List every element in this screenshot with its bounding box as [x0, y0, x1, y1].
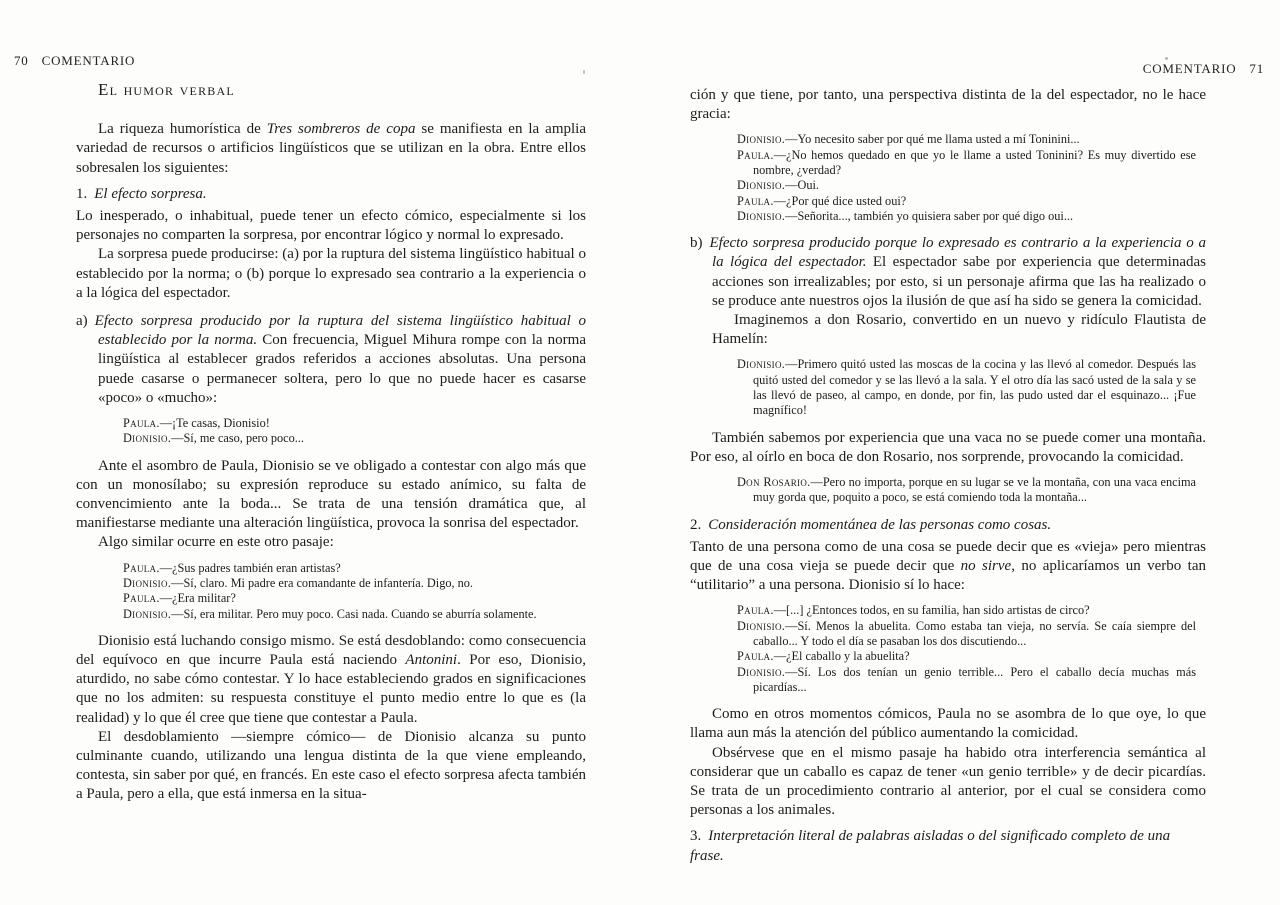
scan-speck [1165, 57, 1168, 60]
speaker-name: Dionisio. [737, 132, 786, 147]
item-lead-italic: Efecto sorpresa producido porque lo expresado es contrario a la experiencia o a la lógica del espectador. [709, 235, 1206, 271]
paragraph: Imaginemos a don Rosario, convertido en un nuevo y ridículo Flautista de Hamelín: [712, 312, 1206, 348]
dialogue-excerpt [737, 132, 1196, 224]
paragraph [76, 312, 586, 408]
dialogue-excerpt [123, 561, 576, 622]
speaker-name: Dionisio. [123, 575, 172, 590]
speaker-name: Paula. [737, 603, 774, 618]
section-heading: El humor verbal [98, 80, 235, 99]
speaker-name: Paula. [123, 416, 160, 431]
dialogue-text: —Sí. Los dos tenían un genio terrible... Pero el caballo decía muchas más picardías... [753, 664, 1196, 694]
dialogue-text: —Yo necesito saber por qué me llama usted a mí Toninini... [785, 132, 1080, 147]
speaker-name: Paula. [737, 193, 774, 208]
dialogue-excerpt [737, 603, 1196, 695]
text-run: Tanto de una persona como de una cosa se puede decir que es «vieja» pero mientras que de una cosa vieja se puede decir que [690, 538, 1206, 574]
item-label: a) [76, 313, 88, 330]
dialogue-text: —¿No hemos quedado en que yo le llame a usted Toninini? Es muy divertido ese nombre, ¿verdad? [753, 147, 1196, 177]
scan-speck [583, 70, 585, 74]
running-title: COMENTARIO [41, 53, 136, 68]
text-column-right [690, 86, 1206, 869]
text-run: Dionisio está luchando consigo mismo. Se está desdoblando: como consecuencia del equívoco en que incurre Paula está naciendo [76, 632, 586, 669]
paragraph: Obsérvese que en el mismo pasaje ha habido otra interferencia semántica al considerar que un caballo es capaz de tener «un genio terrible» y de decir picardías. Se trata de un procedimiento contrario al anterior, por el cual se considera como personas a los animales. [690, 744, 1206, 819]
dialogue-line [737, 209, 1196, 224]
dialogue-line [123, 561, 576, 576]
speaker-name: Dionisio. [737, 178, 786, 193]
subsection-heading [690, 516, 1206, 535]
dialogue-text: —Primero quitó usted las moscas de la cocina y las llevó al comedor. Después las quitó usted del comedor y se las llevó a la sala. Y el otro día las sacó usted de la sala y se las llevó de paseo, al campo, en donde, por fin, las pudo usted dar el esquinazo... ¡Fue magnífico! [753, 357, 1196, 418]
subsection-heading [690, 827, 1206, 865]
running-title: COMENTARIO [1142, 61, 1237, 76]
dialogue-text: —Sí, claro. Mi padre era comandante de infantería. Digo, no. [171, 575, 474, 590]
speaker-name: Don Rosario. [737, 475, 811, 489]
dialogue-line [737, 603, 1196, 618]
speaker-name: Dionisio. [737, 357, 786, 372]
paragraph: Lo inesperado, o inhabitual, puede tener un efecto cómico, especialmente si los personajes no comparten la sorpresa, por encontrar lógico y normal lo expresado. [76, 208, 586, 244]
dialogue-text: —¿El caballo y la abuelita? [773, 649, 910, 664]
dialogue-line [737, 649, 1196, 664]
paragraph: También sabemos por experiencia que una vaca no se puede comer una montaña. Por eso, al oírlo en boca de don Rosario, nos sorprende, provocando la comicidad. [690, 429, 1206, 465]
running-head-left [14, 53, 135, 69]
dialogue-line [123, 591, 576, 606]
word-italic: no sirve [960, 558, 1012, 574]
paragraph: La sorpresa puede producirse: (a) por la ruptura del sistema lingüístico habitual o establecido por la norma; o (b) porque lo expresado sea contrario a la experiencia o a la lógica del espectador. [76, 246, 586, 301]
dialogue-text: —¡Te casas, Dionisio! [159, 416, 270, 431]
paragraph: Como en otros momentos cómicos, Paula no se asombra de lo que oye, lo que llama aun más la atención del público aumentando la comicidad. [690, 706, 1206, 742]
dialogue-line [123, 576, 576, 591]
dialogue-text: —Sí, me caso, pero poco... [171, 431, 305, 446]
text-run: se manifiesta en la amplia variedad de recursos o artificios lingüísticos que se utilizan en la obra. Entre ellos sobresalen los siguientes: [76, 121, 586, 176]
subsection-heading [76, 185, 586, 204]
subsection-number: 2. [690, 516, 702, 533]
text-run: . Por eso, Dionisio, aturdido, no sabe cómo contestar. Y lo hace estableciendo grados en significaciones que no los admiten: su respuesta constituye el punto medio entre lo que es (la realidad) y lo que él cree que tiene que contestar a Paula. [76, 652, 586, 726]
dialogue-line [737, 665, 1196, 696]
subsection-title: Consideración momentánea de las personas como cosas. [708, 516, 1052, 533]
dialogue-text: —Sí, era militar. Pero muy poco. Casi nada. Cuando se aburría solamente. [171, 606, 537, 621]
text-run: El espectador sabe por experiencia que determinadas acciones son irrealizables; por esto, si un personaje afirma que las ha realizado o se produce ante nuestros ojos la ilusión de que así ha sido se genera la comicidad. [712, 254, 1206, 309]
list-item-b [690, 234, 1206, 349]
paragraph [690, 234, 1206, 311]
speaker-name: Paula. [737, 649, 774, 664]
list-item-a [76, 312, 586, 408]
text-run: , no aplicaríamos un verbo tan “utilitario” a una persona. Dionisio sí lo hace: [690, 558, 1206, 594]
dialogue-line [123, 431, 576, 446]
paragraph: Ante el asombro de Paula, Dionisio se ve obligado a contestar con algo más que con un monosílabo; su expresión reproduce su estado anímico, su falta de convencimiento ante la boda... Se trata de una tensión dramática que, al manifiestarse mediante una alteración lingüística, provoca la sonrisa del espectador. [76, 457, 586, 532]
text-column-left [76, 80, 586, 805]
item-label: b) [690, 235, 703, 252]
dialogue-text: —¿Era militar? [159, 591, 236, 606]
dialogue-line [737, 132, 1196, 147]
subsection-number: 1. [76, 185, 88, 202]
dialogue-excerpt [737, 357, 1196, 418]
page-number: 70 [14, 53, 29, 68]
dialogue-line [737, 194, 1196, 209]
dialogue-line [737, 475, 1196, 506]
running-head-right [1143, 61, 1264, 77]
item-lead-italic: Efecto sorpresa producido por la ruptura del sistema lingüístico habitual o establecido por la norma. [94, 313, 586, 349]
dialogue-text: —Sí. Menos la abuelita. Como estaba tan vieja, no servía. Se caía siempre del caballo... Y todo el día se pasaban los dos discutiendo... [753, 618, 1196, 648]
speaker-name: Paula. [737, 147, 774, 162]
speaker-name: Dionisio. [123, 606, 172, 621]
dialogue-text: —Oui. [785, 178, 819, 193]
dialogue-text: —¿Sus padres también eran artistas? [159, 560, 341, 575]
dialogue-line [123, 416, 576, 431]
dialogue-text: —¿Por qué dice usted oui? [773, 193, 907, 208]
speaker-name: Paula. [123, 591, 160, 606]
dialogue-text: —Señorita..., también yo quisiera saber por qué digo oui... [785, 208, 1074, 223]
dialogue-line [737, 178, 1196, 193]
paragraph: El desdoblamiento —siempre cómico— de Dionisio alcanza su punto culminante cuando, utilizando una lengua distinta de la que viene empleando, contesta, sin saber por qué, en francés. En este caso el efecto sorpresa afecta también a Paula, pero a ella, que está inmersa en la situa- [76, 728, 586, 803]
paragraph [76, 120, 586, 178]
speaker-name: Dionisio. [737, 208, 786, 223]
subsection-title: Interpretación literal de palabras aisladas o del significado completo de una frase. [690, 828, 1171, 864]
paragraph: ción y que tiene, por tanto, una perspectiva distinta de la del espectador, no le hace gracia: [690, 87, 1206, 123]
text-run: La riqueza humorística de [98, 121, 267, 138]
speaker-name: Dionisio. [737, 618, 786, 633]
text-run: Con frecuencia, Miguel Mihura rompe con la norma lingüística al establecer grados referidos a acciones absolutas. Una persona puede casarse o permanecer soltera, pero lo que no puede hacer es casarse «poco» o «mucho»: [98, 332, 586, 406]
page-right [640, 0, 1280, 905]
dialogue-line [737, 357, 1196, 418]
dialogue-line [737, 619, 1196, 650]
speaker-name: Dionisio. [737, 664, 786, 679]
word-italic: Antonini [405, 652, 458, 669]
paragraph: Algo similar ocurre en este otro pasaje: [98, 534, 334, 551]
book-title-italic: Tres sombreros de copa [266, 121, 416, 138]
speaker-name: Dionisio. [123, 431, 172, 446]
dialogue-text: —[...] ¿Entonces todos, en su familia, han sido artistas de circo? [773, 603, 1090, 618]
paragraph [690, 538, 1206, 596]
dialogue-excerpt [123, 416, 576, 447]
subsection-title: El efecto sorpresa. [94, 185, 207, 202]
speaker-name: Paula. [123, 560, 160, 575]
dialogue-line [123, 607, 576, 622]
dialogue-line [737, 148, 1196, 179]
paragraph [76, 632, 586, 728]
dialogue-excerpt [737, 475, 1196, 506]
subsection-number: 3. [690, 828, 702, 845]
page-number: 71 [1249, 61, 1264, 76]
dialogue-text: —Pero no importa, porque en su lugar se ve la montaña, con una vaca encima muy gorda que, poquito a poco, se está comiendo toda la montaña... [753, 475, 1197, 505]
